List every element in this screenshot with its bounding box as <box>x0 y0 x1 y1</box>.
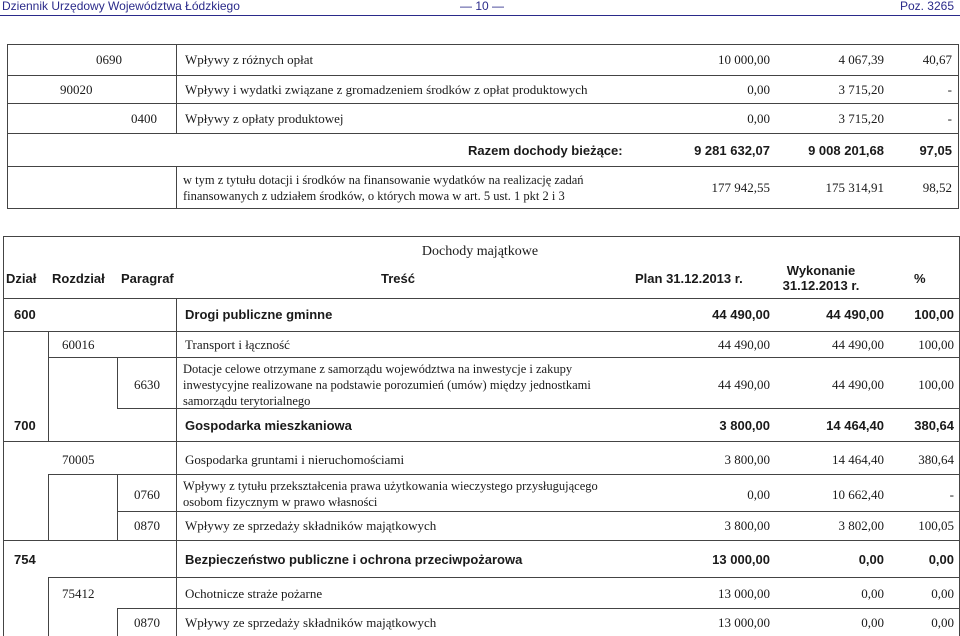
page-number: — 10 — <box>460 0 505 13</box>
row-done: 44 490,00 <box>832 377 884 392</box>
row-paragraf: 0760 <box>134 487 160 502</box>
row-desc: Dotacje celowe otrzymane z samorządu województwa na inwestycje i zakupy inwestycyjne realizowane na podstawie porozumień (umów) między jednostkami samorządu terytorialnego <box>183 362 591 408</box>
row-done: 10 662,40 <box>832 487 884 502</box>
row-done: 0,00 <box>858 552 884 567</box>
table-row-plan: 0,00 <box>747 111 770 126</box>
row-done: 14 464,40 <box>826 418 884 433</box>
row-done: 0,00 <box>861 586 884 601</box>
row-plan: 13 000,00 <box>718 586 770 601</box>
column-header-wykonanie: Wykonanie 31.12.2013 r. <box>782 263 860 293</box>
row-pct: - <box>949 487 954 502</box>
row-done: 44 490,00 <box>826 307 884 322</box>
row-done: 3 802,00 <box>838 518 884 533</box>
table-row-desc: Wpływy i wydatki związane z gromadzeniem środków z opłat produktowych <box>185 82 588 97</box>
row-pct: 380,64 <box>914 418 954 433</box>
row-desc: Gospodarka mieszkaniowa <box>185 418 352 433</box>
row-pct: 100,05 <box>918 518 954 533</box>
row-pct: 0,00 <box>931 586 954 601</box>
row-pct: 100,00 <box>914 307 954 322</box>
subtotal-plan: 177 942,55 <box>711 180 770 195</box>
table-row-code: 90020 <box>60 82 93 97</box>
total-plan: 9 281 632,07 <box>694 143 770 158</box>
header-rule <box>0 15 960 16</box>
row-plan: 13 000,00 <box>712 552 770 567</box>
total-pct: 97,05 <box>919 143 952 158</box>
column-header-rozdzial: Rozdział <box>52 271 105 286</box>
row-plan: 44 490,00 <box>712 307 770 322</box>
table-row-done: 4 067,39 <box>838 52 884 67</box>
row-paragraf: 0870 <box>134 615 160 630</box>
total-done: 9 008 201,68 <box>808 143 884 158</box>
column-header-paragraf: Paragraf <box>121 271 174 286</box>
column-header-plan: Plan 31.12.2013 r. <box>635 271 743 286</box>
row-desc: Wpływy ze sprzedaży składników majątkowych <box>185 615 437 630</box>
capital-title: Dochody majątkowe <box>421 244 539 259</box>
table-row-pct: - <box>947 82 952 97</box>
total-label: Razem dochody bieżące: <box>468 143 623 158</box>
table-row-plan: 0,00 <box>747 82 770 97</box>
table-row-code: 0690 <box>96 52 122 67</box>
row-plan: 3 800,00 <box>724 518 770 533</box>
row-rozdzial: 60016 <box>62 337 95 352</box>
row-rozdzial: 70005 <box>62 452 95 467</box>
row-dzial: 600 <box>14 307 36 322</box>
row-done: 44 490,00 <box>832 337 884 352</box>
row-pct: 0,00 <box>931 615 954 630</box>
row-plan: 3 800,00 <box>724 452 770 467</box>
row-desc: Gospodarka gruntami i nieruchomościami <box>185 452 405 467</box>
row-plan: 44 490,00 <box>718 337 770 352</box>
column-header-percent: % <box>914 271 926 286</box>
row-plan: 0,00 <box>747 487 770 502</box>
column-header-dzial: Dział <box>6 271 37 286</box>
table-row-plan: 10 000,00 <box>718 52 770 67</box>
row-pct: 100,00 <box>918 377 954 392</box>
row-desc: Drogi publiczne gminne <box>185 307 333 322</box>
table-row-desc: Wpływy z różnych opłat <box>185 52 314 67</box>
row-paragraf: 6630 <box>134 377 160 392</box>
row-pct: 0,00 <box>928 552 954 567</box>
row-dzial: 700 <box>14 418 36 433</box>
row-pct: 100,00 <box>918 337 954 352</box>
row-rozdzial: 75412 <box>62 586 95 601</box>
row-plan: 3 800,00 <box>719 418 770 433</box>
table-row-desc: Wpływy z opłaty produktowej <box>185 111 344 126</box>
row-paragraf: 0870 <box>134 518 160 533</box>
table-row-pct: - <box>947 111 952 126</box>
row-pct: 380,64 <box>918 452 954 467</box>
row-plan: 44 490,00 <box>718 377 770 392</box>
position-number: Poz. 3265 <box>899 0 954 13</box>
row-plan: 13 000,00 <box>718 615 770 630</box>
row-dzial: 754 <box>14 552 36 567</box>
row-desc: Wpływy ze sprzedaży składników majątkowych <box>185 518 437 533</box>
table-row-done: 3 715,20 <box>838 82 884 97</box>
row-desc: Transport i łączność <box>185 337 290 352</box>
table-row-pct: 40,67 <box>922 52 952 67</box>
subtotal-done: 175 314,91 <box>825 180 884 195</box>
journal-title: Dziennik Urzędowy Województwa Łódzkiego <box>2 0 240 13</box>
table-row-code: 0400 <box>131 111 157 126</box>
row-done: 14 464,40 <box>832 452 884 467</box>
column-header-tresc: Treść <box>381 271 415 286</box>
row-done: 0,00 <box>861 615 884 630</box>
row-desc: Wpływy z tytułu przekształcenia prawa użytkowania wieczystego przysługującego osobom fizycznym w prawo własności <box>183 479 598 509</box>
row-desc: Ochotnicze straże pożarne <box>185 586 323 601</box>
subtotal-pct: 98,52 <box>922 180 952 195</box>
table-row-done: 3 715,20 <box>838 111 884 126</box>
row-desc: Bezpieczeństwo publiczne i ochrona przeciwpożarowa <box>185 552 523 567</box>
subtotal-label: w tym z tytułu dotacji i środków na finansowanie wydatków na realizację zadań finansowanych z udziałem środków, o których mowa w art. 5 ust. 1 pkt 2 i 3 <box>183 173 584 203</box>
page-header <box>0 0 960 14</box>
